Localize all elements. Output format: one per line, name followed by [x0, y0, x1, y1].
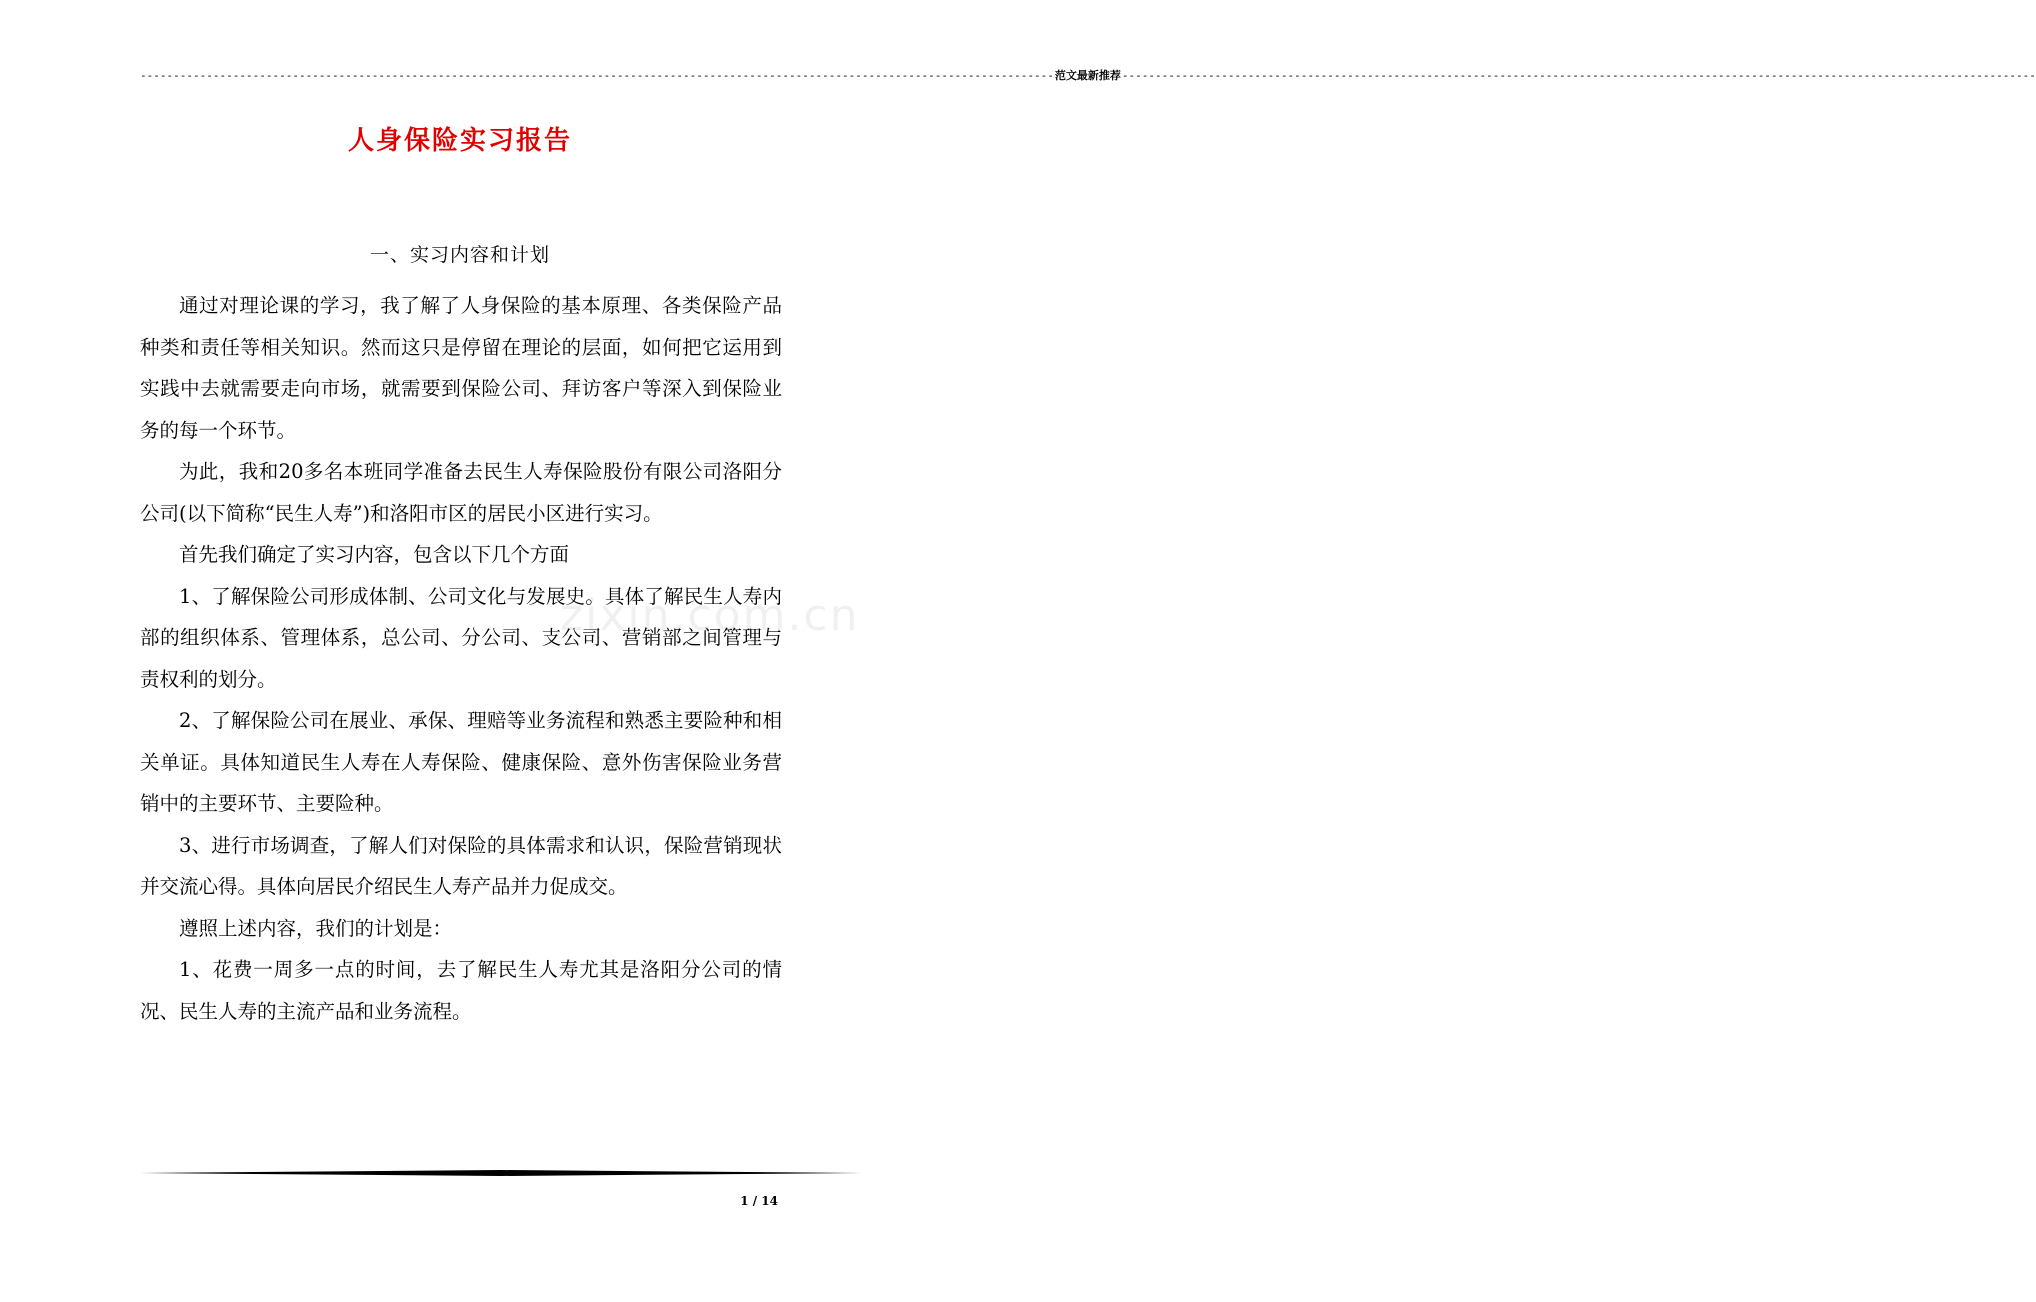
- paragraph: 1、花费一周多一点的时间，去了解民生人寿尤其是洛阳分公司的情况、民生人寿的主流产品和业务流程。: [140, 958, 782, 1023]
- page-header: [140, 68, 2036, 84]
- header-title: 范文最新推荐: [1054, 69, 1121, 82]
- paragraph: 2、了解保险公司在展业、承保、理赔等业务流程和熟悉主要险种和相关单证。具体知道民生人寿在人寿保险、健康保险、意外伤害保险业务营销中的主要环节、主要险种。: [140, 709, 782, 815]
- paragraph: 通过对理论课的学习，我了解了人身保险的基本原理、各类保险产品种类和责任等相关知识。然而这只是停留在理论的层面，如何把它运用到实践中去就需要走向市场，就需要到保险公司、拜访客户等深入到保险业务的每一个环节。: [140, 294, 782, 442]
- footer-divider: [140, 1170, 862, 1176]
- header-dashes-left: ------------------------------------------------------------------------------------------------------------------------------------------: [140, 69, 1054, 82]
- paragraph: 首先我们确定了实习内容，包含以下几个方面: [179, 543, 570, 566]
- document-title: 人身保险实习报告: [347, 126, 572, 156]
- header-dashes-right: ------------------------------------------------------------------------------------------------------------------------------------------: [1121, 69, 2036, 82]
- paragraph: 遵照上述内容，我们的计划是：: [179, 916, 453, 940]
- paragraph: 1、了解保险公司形成体制、公司文化与发展史。具体了解民生人寿内部的组织体系、管理体系，总公司、分公司、支公司、营销部之间管理与责权利的划分。: [140, 584, 782, 691]
- section-heading: 一、实习内容和计划: [369, 244, 550, 266]
- page-number: 1 / 14: [740, 1194, 778, 1208]
- watermark: zixin.com.cn: [560, 590, 860, 641]
- paragraph: 为此，我和20多名本班同学准备去民生人寿保险股份有限公司洛阳分公司(以下简称“民生人寿”)和洛阳市区的居民小区进行实习。: [140, 460, 782, 525]
- body-content: [140, 285, 782, 1032]
- paragraph: 3、进行市场调查，了解人们对保险的具体需求和认识，保险营销现状并交流心得。具体向居民介绍民生人寿产品并力促成交。: [140, 833, 782, 898]
